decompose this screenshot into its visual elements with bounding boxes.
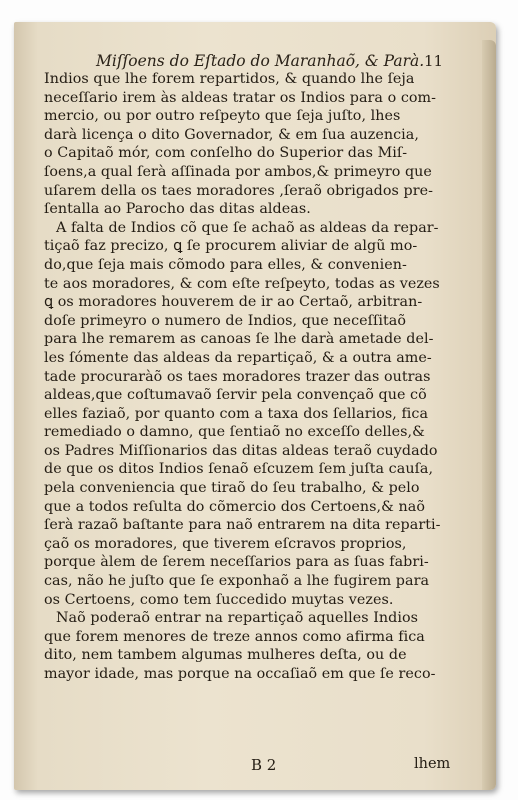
text-line: do,que ſeja mais cõmodo para elles, & convenien-	[44, 256, 407, 273]
text-line: darà licença o dito Governador, & em ſua auzencia,	[44, 126, 419, 143]
text-line: que forem menores de treze annos como afirma fica	[44, 628, 425, 645]
text-line: A falta de Indios cõ que ſe achaõ as aldeas da repar-	[56, 219, 439, 236]
text-line: o Capitaõ mór, com conſelho do Superior das Miſ-	[44, 145, 408, 162]
text-line: ſerà razaõ baſtante para naõ entrarem na dita reparti-	[44, 517, 441, 534]
text-line: aldeas,que coſtumavaõ ſervir pela convençaõ que cõ	[44, 387, 427, 404]
signature-mark: B 2	[251, 756, 277, 774]
body-text	[44, 70, 469, 684]
text-line: remediado o damno, que ſentiaõ no exceſſo delles,&	[44, 424, 425, 441]
page-edge	[482, 40, 496, 790]
text-line: de que os ditos Indios ſenaõ eſcuzem ſem juſta cauſa,	[44, 461, 434, 478]
page-number: 11	[424, 52, 444, 70]
text-line: ſoens,a qual ſerà aſſinada por ambos,& primeyro que	[44, 163, 432, 180]
text-line: les ſómente das aldeas da repartiçaõ, & a outra ame-	[44, 349, 432, 366]
catchword: lhem	[414, 756, 451, 772]
text-line: que a todos reſulta do cõmercio dos Certoens,& naõ	[44, 498, 425, 515]
text-line: çaõ os moradores, que tiverem eſcravos proprios,	[44, 535, 407, 552]
book-page	[14, 22, 496, 790]
text-line: pela conveniencia que tiraõ do ſeu trabalho, & pelo	[44, 480, 420, 497]
text-line: neceſſario irem às aldeas tratar os Indios para o com-	[44, 89, 437, 106]
text-line: ꝗ os moradores houverem de ir ao Certaõ, arbitran-	[44, 294, 423, 311]
text-line: ſentalla ao Parocho das ditas aldeas.	[44, 201, 311, 218]
text-line: cas, não he juſto que ſe exponhaõ a lhe fugirem para	[44, 573, 430, 590]
text-line: os Certoens, como tem ſuccedido muytas vezes.	[44, 591, 394, 608]
text-line: uſarem della os taes moradores ,ſeraõ obrigados pre-	[44, 182, 433, 199]
text-line: tiçaõ faz precizo, ꝗ ſe procurem aliviar de algũ mo-	[44, 238, 418, 255]
text-line: para lhe remarem as canoas ſe lhe darà ametade del-	[44, 331, 434, 348]
running-title: Miſſoens do Eſtado do Maranhaõ, & Parà.	[96, 52, 425, 70]
text-line: Naõ poderaõ entrar na repartiçaõ aquelles Indios	[56, 610, 419, 627]
text-line: porque àlem de ſerem neceſſarios para as ſuas fabri-	[44, 554, 429, 571]
text-line: os Padres Miſſionarios das ditas aldeas teraõ cuydado	[44, 442, 438, 459]
text-line: Indios que lhe forem repartidos, & quando lhe ſeja	[44, 71, 415, 87]
text-line: mayor idade, mas porque na occaſiaõ em que ſe reco-	[44, 666, 436, 682]
text-line: tade procuraràõ os taes moradores trazer das outras	[44, 368, 431, 385]
text-line: dito, nem tambem algumas mulheres deſta, ou de	[44, 647, 407, 664]
text-line: elles faziaõ, por quanto com a taxa dos ſellarios, fica	[44, 405, 429, 422]
text-line: doſe primeyro o numero de Indios, que neceſſitaõ	[44, 312, 406, 329]
text-line: te aos moradores, & com eſte reſpeyto, todas as vezes	[44, 275, 440, 292]
text-line: mercio, ou por outro reſpeyto que ſeja juſto, lhes	[44, 108, 401, 125]
